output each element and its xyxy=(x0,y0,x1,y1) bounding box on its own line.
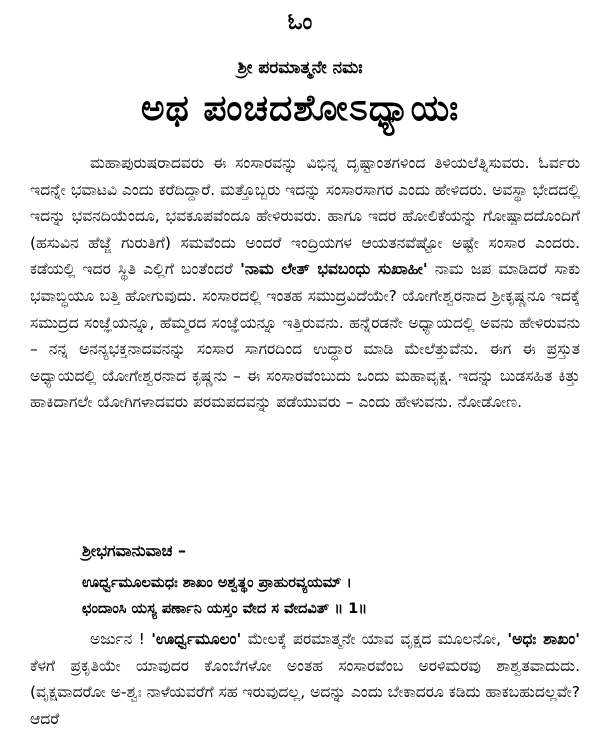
om-symbol: ಓಂ xyxy=(287,10,313,35)
speaker-heading: ಶ್ರೀಭಗವಾನುವಾಚ – xyxy=(82,541,186,560)
verse-line-1: ಊರ್ಧ್ವಮೂಲಮಧಃ ಶಾಖಂ ಅಶ್ವತ್ಥಂ ಪ್ರಾಹುರವ್ಯಯಮ್ । xyxy=(82,575,352,591)
intro-bold-phrase: 'ನಾಮ ಲೇತ್ ಭವಬಂಧು ಸುಖಾಹೀ' xyxy=(240,260,428,279)
commentary-bold-1: 'ಊರ್ಧ್ವಮೂಲಂ' xyxy=(151,630,242,648)
verse-line-2: ಛಂದಾಂಸಿ ಯಸ್ಯ ಪರ್ಣಾನಿ ಯಸ್ತಂ ವೇದ ಸ ವೇದವಿತ್ ॥ 1॥ xyxy=(82,601,368,617)
intro-text-2: ನಾಮ ಜಪ ಮಾಡಿದರೆ ಸಾಕು ಭವಾಬ್ಧಿಯೂ ಬತ್ತಿ ಹೋಗುವುದು. ಸಂಸಾರದಲ್ಲಿ ಇಂತಹ ಸಮುದ್ರವಿದೆಯೇ? ಯೋಗೇಶ್ವರನಾದ ಶ್ರೀಕೃಷ್ಣನೂ ಇದಕ್ಕೆ ಸಮುದ್ರದ ಸಂಜ್ಞೆಯನ್ನೂ, ಹೆಮ್ಮರದ ಸಂಜ್ಞೆಯನ್ನೂ ಇತ್ತಿರುವನು. ಹನ್ನೆರಡನೇ ಅಧ್ಯಾಯದಲ್ಲಿ ಅವನು ಹೇಳಿರುವನು – ನನ್ನ ಅನನ್ಯಭಕ್ತನಾದವನನ್ನು ಸಂಸಾರ ಸಾಗರದಿಂದ ಉದ್ಧಾರ ಮಾಡಿ ಮೇಲೆತ್ತುವೆನು. ಈಗ ಈ ಪ್ರಸ್ತುತ ಅಧ್ಯಾಯದಲ್ಲಿ ಯೋಗೇಶ್ವರನಾದ ಕೃಷ್ಣನು – ಈ ಸಂಸಾರವೆಂಬುದು ಒಂದು ಮಹಾವೃಕ್ಷ. ಇದನ್ನು ಬುಡಸಹಿತ ಕಿತ್ತು ಹಾಕಿದಾಗಲೇ ಯೋಗಿಗಳಾದವರು ಪರಮಪದವನ್ನು ಪಡೆಯುವರು – ಎಂದು ಹೇಳುವನು. ನೋಡೋಣ. xyxy=(30,260,580,412)
commentary-bold-2: 'ಅಧಃ ಶಾಖಂ' xyxy=(507,630,580,648)
intro-paragraph xyxy=(30,150,580,416)
invocation-line: ಶ್ರೀ ಪರಮಾತ್ಮನೇ ನಮಃ xyxy=(237,58,363,78)
commentary-text-3: ಕೆಳಗೆ ಪ್ರಕೃತಿಯೇ ಯಾವುದರ ಕೊಂಬೆಗಳೋ ಅಂತಹ ಸಂಸಾರವೆಂಬ ಅರಳಿಮರವು ಶಾಶ್ವತವಾದುದು. (ವೃಕ್ಷವಾದರೋ ಅ-ಶ್ವಃ ನಾಳೆಯವರೆಗೆ ಸಹ ಇರುವುದಲ್ಲ, ಅದನ್ನು ಎಂದು ಬೇಕಾದರೂ ಕಡಿದು ಹಾಕಬಹುದಲ್ಲವೇ? ಆದರೆ xyxy=(30,656,580,728)
chapter-title: ಅಥ ಪಂಚದಶೋಽಧ್ಯಾಯಃ xyxy=(140,88,460,129)
commentary-text-1: ಅರ್ಜುನ ! xyxy=(90,630,152,648)
commentary-text-2: ಮೇಲಕ್ಕೆ ಪರಮಾತ್ಮನೇ ಯಾವ ವೃಕ್ಷದ ಮೂಲನೋ, xyxy=(241,630,508,648)
commentary-paragraph xyxy=(30,626,580,732)
intro-text-1: ಮಹಾಪುರುಷರಾದವರು ಈ ಸಂಸಾರವನ್ನು ವಿಭಿನ್ನ ದೃಷ್ಟಾಂತಗಳಿಂದ ತಿಳಿಯಲೆತ್ನಿಸುವರು. ಓರ್ವರು ಇದನ್ನೇ ಭವಾಟವಿ ಎಂದು ಕರೆದಿದ್ದಾರೆ. ಮತ್ತೊಬ್ಬರು ಇದನ್ನು ಸಂಸಾರಸಾಗರ ಎಂದು ಹೇಳಿದರು. ಅವಸ್ಥಾ ಭೇದದಲ್ಲಿ ಇದನ್ನು ಭವನದಿಯೆಂದೂ, ಭವಕೂಪವೆಂದೂ ಹೇಳಿರುವರು. ಹಾಗೂ ಇದರ ಹೋಲಿಕೆಯನ್ನು ಗೋಷ್ಪಾದದೊಂದಿಗೆ (ಹಸುವಿನ ಹೆಜ್ಜೆ ಗುರುತಿಗೆ) ಸಮವೆಂದು ಅಂದರೆ ಇಂದ್ರಿಯಗಳ ಆಯತನವೆಷ್ಟೋ ಅಷ್ಟೇ ಸಂಸಾರ ಎಂದರು. ಕಡೆಯಲ್ಲಿ ಇದರ ಸ್ಥಿತಿ ಎಲ್ಲಿಗೆ ಬಂತೆಂದರೆ xyxy=(30,154,580,279)
